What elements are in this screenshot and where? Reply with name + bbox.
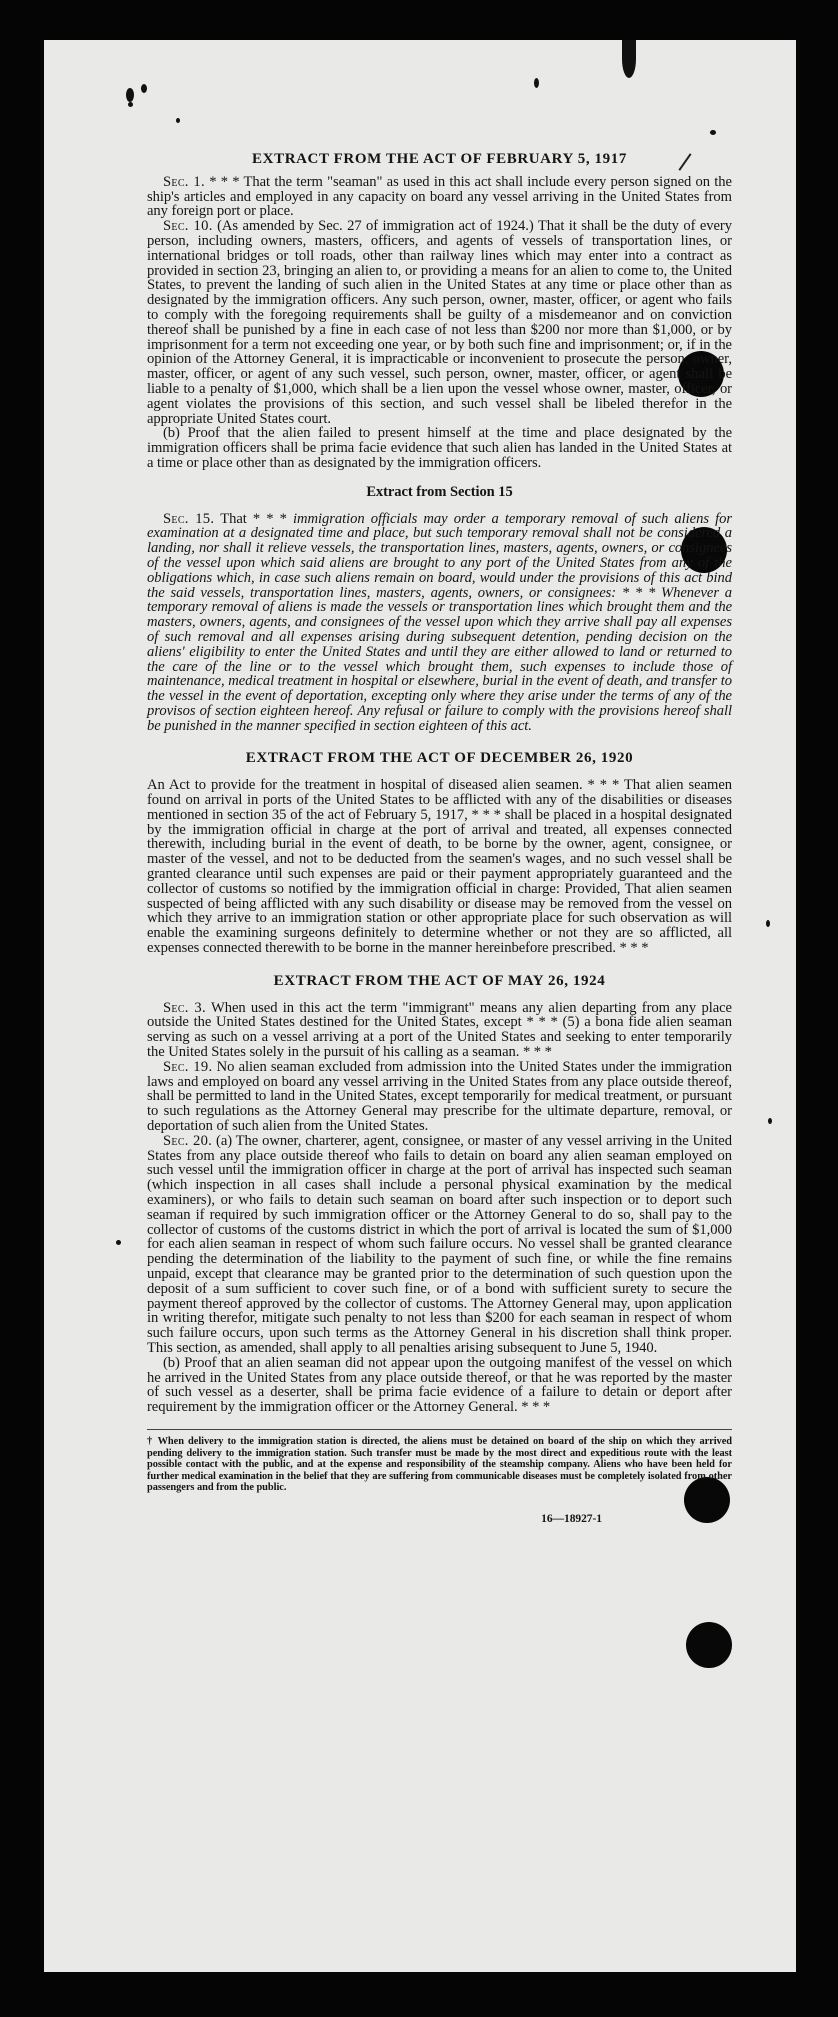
footnote: † When delivery to the immigration station is directed, the aliens must be detained on board of the ship on which they arrived pending delivery to the immigration station. Such transfer must be made by the most direct and expeditious route with the least possible contact with the public, and at the expense and responsibility of the steamship company. Aliens who have been held for further medical examination in the belief that they are suffering from communicable diseases must be completely isolated from other passengers and from the public.	[147, 1429, 732, 1494]
speck	[768, 1118, 772, 1124]
speck	[710, 130, 716, 135]
paragraph-text: (a) The owner, charterer, agent, consignee, or master of any vessel arriving in the United States from any place outside thereof who fails to detain on board any alien seaman employed on such vessel until the immigration officer in charge at the port of arrival has inspected such seaman (which inspection in all cases shall include a personal physical examination by the medical examiners), or who fails to detain such seaman on board after such inspection or to deport such seaman if required by such immigration officer or the Attorney General to do so, shall pay to the collector of customs of the customs district in which the port of arrival is located the sum of $1,000 for each alien seaman in respect of whom such failure occurs. No vessel shall be granted clearance pending the determination of the liability to the payment of such fine, or while the fine remains unpaid, except that clearance may be granted prior to the determination of such question upon the deposit of a sum sufficient to cover such fine, or of a bond with sufficient surety to secure the payment thereof approved by the collector of customs. The Attorney General may, upon application in writing therefor, mitigate such penalty to not less than $200 for each seaman in respect of whom such failure occurs, upon such terms as the Attorney General in his discretion shall think proper. This section, as amended, shall apply to all penalties arising subsequent to June 5, 1940.	[147, 1132, 732, 1356]
paragraph-sec-20b: (b) Proof that an alien seaman did not appear upon the outgoing manifest of the vessel on which he arrived in the United States from any place outside thereof, or that he was reported by the master of such vessel as a deserter, shall be prima facie evidence of a failure to detain or deport after requirement by the immigration officer or the Attorney General. * * *	[147, 1354, 732, 1416]
document-number: 16—18927-1	[541, 1512, 602, 1525]
heading-act-1924: EXTRACT FROM THE ACT OF MAY 26, 1924	[273, 972, 606, 989]
paragraph-lead: That * * *	[220, 510, 287, 527]
document-body	[147, 152, 732, 1527]
section-label: Sec. 3.	[163, 999, 206, 1016]
heading-act-1920: EXTRACT FROM THE ACT OF DECEMBER 26, 1920	[245, 750, 634, 767]
punch-hole-4	[686, 1622, 732, 1668]
paragraph-text: No alien seaman excluded from admission into the United States under the immigration laws and employed on board any vessel arriving in the United States from any place outside thereof, shall be permitted to land in the United States, except temporarily for medical treatment, or pursuant to such regulations as the Attorney General may prescribe for the ultimate departure, removal, or deportation of such alien from the United States.	[147, 1058, 732, 1135]
paragraph-sec-10	[147, 219, 732, 426]
section-label: Sec. 10.	[163, 218, 213, 235]
paragraph-sec-10b: (b) Proof that the alien failed to present himself at the time and place designated by the immigration officers shall be prima facie evidence that such alien has landed in the United States at a time or place other than as designated by the immigration officers.	[147, 425, 732, 471]
paragraph-sec-20	[147, 1134, 732, 1356]
speck	[141, 84, 147, 93]
section-label: Sec. 19.	[163, 1058, 213, 1075]
heading-act-1917: EXTRACT FROM THE ACT OF FEBRUARY 5, 1917	[252, 151, 627, 167]
paragraph-text: * * * That the term "seaman" as used in this act shall include every person signed on the ship's articles and employed in any capacity on board any vessel arriving in the United States from any foreign port or place.	[147, 173, 732, 220]
speck	[766, 920, 770, 927]
speck	[534, 78, 539, 88]
paragraph-text: (As amended by Sec. 27 of immigration act of 1924.) That it shall be the duty of every person, including owners, masters, officers, and agents of vessels of transportation lines, or international bridges or toll roads, other than railway lines which may enter into a contract as provided in section 23, bringing an alien to, or providing a means for an alien to come to, the United States, to prevent the landing of such alien in the United States at any time or place other than as designated by the immigration officers. Any such person, owner, master, officer, or agent who fails to comply with the foregoing requirements shall be guilty of a misdemeanor and on conviction thereof shall be punished by a fine in each case of not less than $200 nor more than $1,000, or by imprisonment for a term not exceeding one year, or by both such fine and imprisonment; or, if in the opinion of the Attorney General, it is impracticable or inconvenient to prosecute the person, owner, master, officer, or agent of any such vessel, such person, owner, master, officer, or agent shall be liable to a penalty of $1,000, which shall be a lien upon the vessel whose owner, master, officer, or agent violates the provisions of this section, and such vessel shall be libeled therefor in the appropriate United States court.	[147, 218, 732, 427]
paragraph-sec-15	[147, 512, 732, 734]
section-label: Sec. 1.	[163, 173, 205, 190]
speck	[126, 88, 134, 102]
paragraph-sec-3	[147, 1001, 732, 1060]
speck	[116, 1240, 121, 1245]
speck	[622, 40, 636, 78]
paragraph-sec-1	[147, 175, 732, 219]
paragraph-act-1920: An Act to provide for the treatment in hospital of diseased alien seamen. * * * That alien seamen found on arrival in ports of the United States to be afflicted with any of the disabilities or diseases mentioned in section 35 of the act of February 5, 1917, * * * shall be placed in a hospital designated by the immigration official in charge at the port of arrival and treated, all expenses connected therewith, including burial in the event of death, to be borne by the owner, agent, consignee, or master of the vessel, and not to be deducted from the seamen's wages, and no such vessel shall be granted clearance until such expenses are paid or their payment appropriately guaranteed and the collector of customs so notified by the immigration official in charge: Provided, That alien seamen suspected of being afflicted with any such disability or disease may be removed from the vessel on which they arrive to an immigration station or other appropriate place for such observation as will enable the examining surgeons definitely to determine whether or not they are so afflicted, all expenses connected therewith to be borne in the manner hereinbefore prescribed. * * *	[147, 777, 732, 957]
speck	[128, 102, 133, 107]
section-label: Sec. 20.	[163, 1132, 213, 1149]
paragraph-text: immigration officials may order a temporary removal of such aliens for examination at a designated time and place, but such temporary removal shall not be considered a landing, nor shall it relieve vessels, the transportation lines, masters, agents, owners, or consignees of the vessel upon which said aliens are brought to any port of the United States from any of the obligations which, in case such aliens remain on board, would under the provisions of this act bind the said vessels, transportation lines, masters, agents, owners, or consignees: * * * Whenever a temporary removal of aliens is made the vessels or transportation lines which brought them and the masters, owners, agents, and consignees of the vessel upon which they arrive shall pay all expenses of such removal and all expenses arising during subsequent detention, pending decision on the aliens' eligibility to enter the United States and until they are either allowed to land or returned to the care of the line or to the vessel which brought them, such expenses to include those of maintenance, medical treatment in hospital or elsewhere, burial in the event of death, and transfer to the vessel in the event of deportation, excepting only where they arise under the terms of any of the provisos of section eighteen hereof. Any refusal or failure to comply with the provisions hereof shall be punished in the manner specified in section eighteen of this act.	[147, 510, 732, 734]
heading-section-15: Extract from Section 15	[366, 483, 513, 500]
section-label: Sec. 15.	[163, 510, 215, 527]
document-page	[44, 40, 796, 1972]
paragraph-text: When used in this act the term "immigrant" means any alien departing from any place outside the United States destined for the United States, except * * * (5) a bona fide alien seaman serving as such on a vessel arriving at a port of the United States and seeking to enter temporarily the United States solely in the pursuit of his calling as a seaman. * * *	[147, 999, 732, 1061]
speck	[176, 118, 180, 123]
paragraph-sec-19	[147, 1060, 732, 1134]
